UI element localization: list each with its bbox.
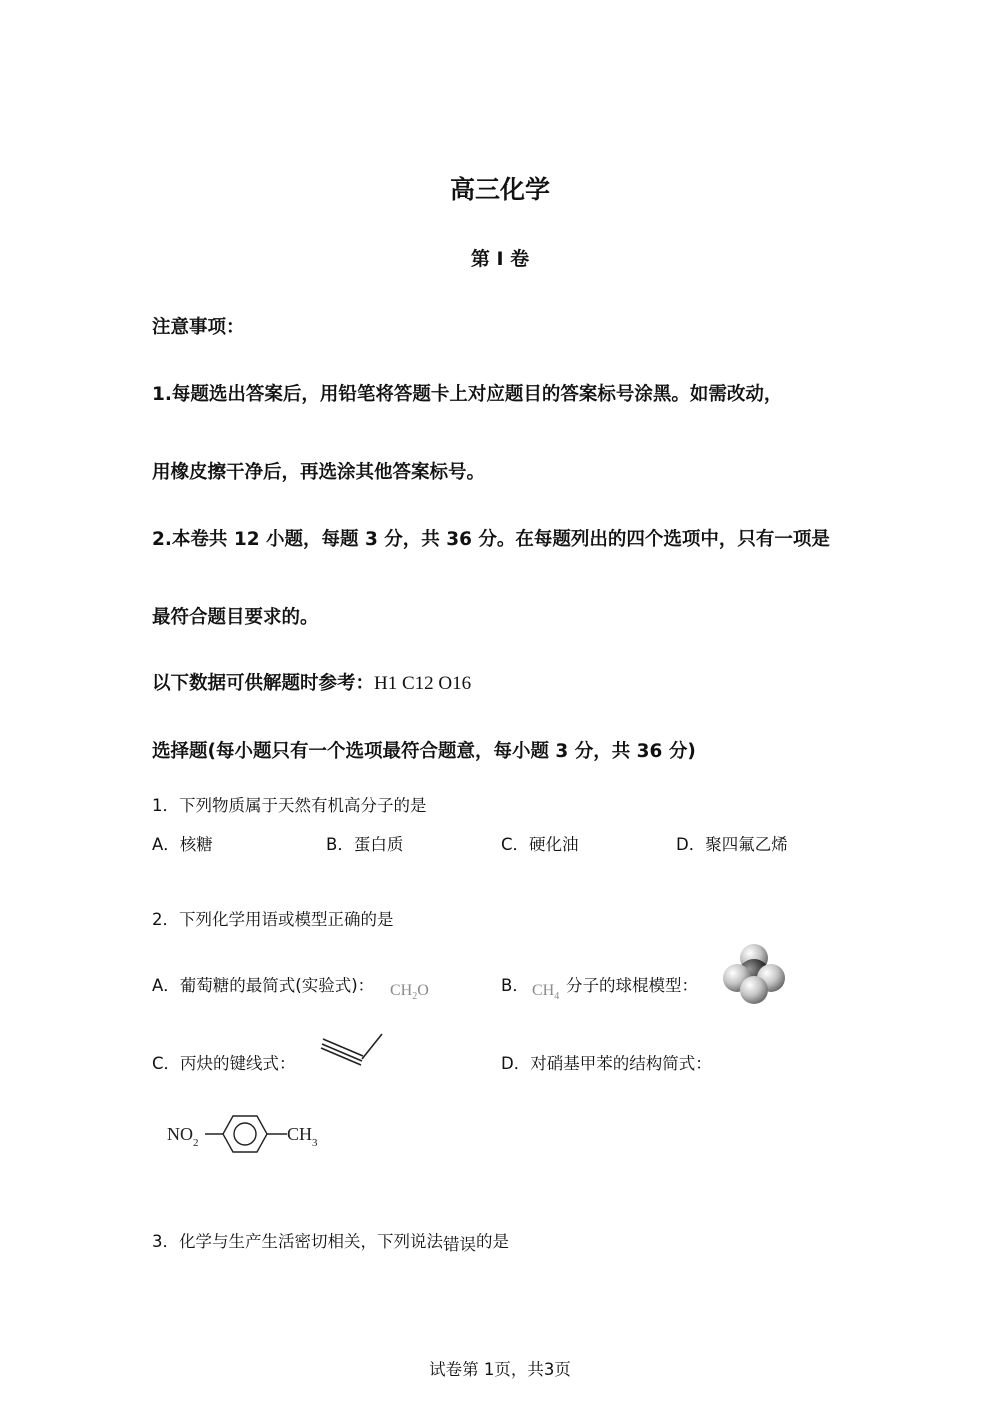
formula-a-tail: O <box>417 982 429 999</box>
formula-b-main: CH <box>532 982 555 999</box>
notice-heading: 注意事项： <box>152 317 245 338</box>
methane-model-image <box>720 940 788 1006</box>
section-heading: 选择题(每小题只有一个选项最符合题意，每小题 3 分，共 36 分) <box>152 741 696 762</box>
question-1-option-a: A．核糖 <box>152 835 213 854</box>
structure-left-main: NO <box>167 1124 193 1144</box>
formula-b-sub: 4 <box>554 991 560 1003</box>
reference-label: 以下数据可供解题时参考： <box>152 673 375 694</box>
notice-item-1-line-1: 1.每题选出答案后，用铅笔将答题卡上对应题目的答案标号涂黑。如需改动， <box>152 384 783 405</box>
question-2-option-a: A．葡萄糖的最简式(实验式)： <box>152 976 375 995</box>
question-3-stem-before: 3．化学与生产生活密切相关，下列说法 <box>152 1232 443 1251</box>
page-title: 高三化学 <box>449 175 550 204</box>
question-1-option-b: B．蛋白质 <box>326 835 404 854</box>
structure-right-main: CH <box>287 1124 313 1144</box>
question-2-option-d: D．对硝基甲苯的结构简式： <box>501 1054 712 1073</box>
reference-values: H1 C12 O16 <box>374 673 472 694</box>
formula-a-sub: 2 <box>412 991 418 1003</box>
question-2-option-b-suffix: 分子的球棍模型： <box>566 976 698 995</box>
question-1-stem: 1．下列物质属于天然有机高分子的是 <box>152 796 427 815</box>
structure-right-group <box>287 1124 318 1149</box>
structure-left-sub: 2 <box>193 1137 199 1149</box>
question-1-option-c: C．硬化油 <box>501 835 579 854</box>
question-2-option-c: C．丙炔的键线式： <box>152 1054 296 1073</box>
question-2-option-b-prefix: B． <box>501 976 529 995</box>
question-1-option-d: D．聚四氟乙烯 <box>676 835 788 854</box>
notice-item-2-line-1: 2.本卷共 12 小题，每题 3 分，共 36 分。在每题列出的四个选项中，只有一项是 <box>152 529 830 550</box>
benzene-ring <box>223 1116 267 1152</box>
structure-left-group <box>167 1124 199 1149</box>
reference-data <box>152 669 471 695</box>
structure-diagram <box>165 1108 335 1158</box>
question-2-stem: 2．下列化学用语或模型正确的是 <box>152 910 394 929</box>
question-3-stem <box>152 1228 509 1252</box>
structure-right-sub: 3 <box>312 1137 318 1149</box>
question-3-stem-after: 的是 <box>476 1232 509 1251</box>
propyne-skeletal-formula <box>318 1028 386 1066</box>
notice-item-1-line-2: 用橡皮擦干净后，再选涂其他答案标号。 <box>152 462 486 483</box>
question-3-stem-emphasis: 错误 <box>443 1235 476 1254</box>
page-footer: 试卷第 1页，共3页 <box>429 1360 571 1379</box>
volume-label: 第 I 卷 <box>470 248 530 270</box>
option-b-formula <box>532 982 559 1002</box>
option-a-formula <box>390 982 429 1002</box>
formula-a-main: CH <box>390 982 413 999</box>
notice-item-2-line-2: 最符合题目要求的。 <box>152 607 319 628</box>
